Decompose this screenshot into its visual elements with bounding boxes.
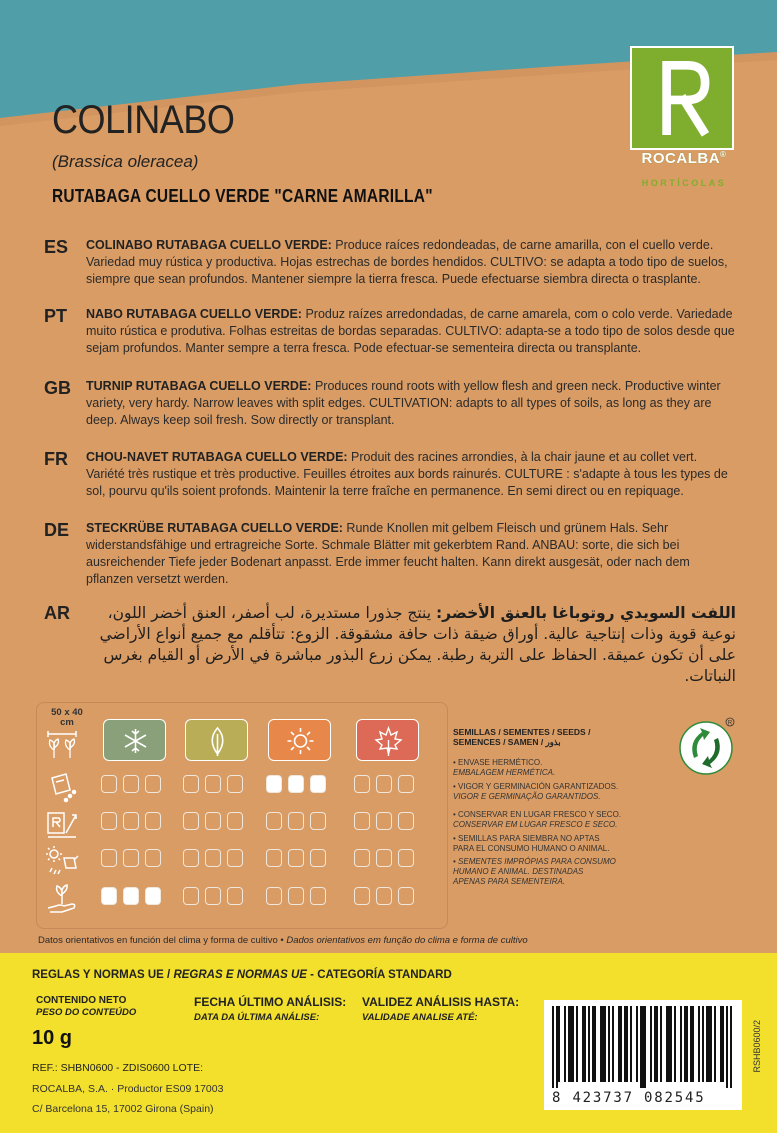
- seeds-item-5: [453, 857, 658, 887]
- season-autumn: [356, 719, 419, 761]
- description-es: [86, 237, 736, 288]
- barcode-bar: [698, 1006, 700, 1082]
- barcode-bar: [640, 1006, 642, 1088]
- spacing-value: 50 x 40: [51, 707, 83, 718]
- reference-lot: REF.: SHBN0600 - ZDIS0600 LOTE:: [32, 1062, 203, 1074]
- calendar-cell-harvest-month-11: [376, 887, 392, 905]
- barcode-bar: [602, 1006, 604, 1082]
- orientation-note-pt: Dados orientativos em função do clima e forma de cultivo: [286, 935, 528, 946]
- calendar-cell-harvest-month-2: [123, 887, 139, 905]
- calendar-cell-seedbed-month-4: [183, 812, 199, 830]
- barcode-bar: [630, 1006, 632, 1082]
- description-pt-body: Produz raízes arredondadas, de carne amarela, com o colo verde. Variedade muito rústica e produtiva. Folhas estreitas de bordas separadas. CULTIVO: adapta-se a todo tipo de solos desde que sejam profundos. Manter sempre a terra fresca. Pode efectuar-se sementeira directa ou transplante.: [86, 307, 735, 355]
- barcode-bar: [576, 1006, 578, 1082]
- barcode-bar: [730, 1006, 732, 1088]
- calendar-cell-transplant-month-5: [205, 849, 221, 867]
- barcode-bar: [594, 1006, 596, 1082]
- barcode-bar: [558, 1006, 560, 1082]
- description-fr-body: Produit des racines arrondies, à la chair jaune et au collet vert. Variété très rustique et très productive. Feuilles étroites aux bords rainurés. CULTURE : s'adapte à tous les types de sol, pourvu qu'ils soient profonds. Maintenir la terre fraîche en permanence. En semi direct ou en repiquage.: [86, 450, 728, 498]
- lang-code-de: DE: [44, 520, 70, 540]
- barcode-bar: [680, 1006, 682, 1082]
- harvest-hand-icon: [44, 882, 80, 916]
- barcode-bar: [654, 1006, 656, 1082]
- barcode-bar: [714, 1006, 716, 1082]
- calendar-cell-sowing-month-7: [266, 775, 282, 793]
- calendar-cell-seedbed-month-2: [123, 812, 139, 830]
- calendar-cell-seedbed-month-10: [354, 812, 370, 830]
- seeds-item-5-pt: HUMANO E ANIMAL. DESTINADAS: [453, 867, 584, 876]
- calendar-cell-transplant-month-12: [398, 849, 414, 867]
- maple-leaf-icon: [357, 720, 420, 762]
- calendar-cell-harvest-month-7: [266, 887, 282, 905]
- description-ar: [86, 603, 736, 687]
- season-winter: [103, 719, 166, 761]
- barcode-bar: [642, 1006, 644, 1088]
- calendar-cell-harvest-month-9: [310, 887, 326, 905]
- sun-icon: [269, 720, 332, 762]
- calendar-cell-harvest-month-5: [205, 887, 221, 905]
- barcode-bar: [710, 1006, 712, 1082]
- calendar-cell-seedbed-month-6: [227, 812, 243, 830]
- spacing-unit: cm: [60, 717, 74, 728]
- calendar-cell-transplant-month-2: [123, 849, 139, 867]
- barcode-bar: [568, 1006, 570, 1082]
- r-letter-icon: [632, 48, 732, 148]
- seeds-item-3-es: • CONSERVAR EN LUGAR FRESCO Y SECO.: [453, 810, 622, 819]
- calendar-cell-sowing-month-6: [227, 775, 243, 793]
- barcode-bar: [722, 1006, 724, 1082]
- barcode-bar: [582, 1006, 584, 1082]
- season-spring: [185, 719, 248, 761]
- net-content-label: CONTENIDO NETO: [36, 995, 127, 1006]
- description-es-heading: COLINABO RUTABAGA CUELLO VERDE:: [86, 238, 332, 252]
- plants-spacing-icon: [44, 728, 80, 762]
- eu-category: - CATEGORÍA STANDARD: [306, 969, 452, 981]
- calendar-cell-transplant-month-7: [266, 849, 282, 867]
- barcode-bar: [702, 1006, 704, 1082]
- calendar-cell-sowing-month-9: [310, 775, 326, 793]
- calendar-cell-sowing-month-8: [288, 775, 304, 793]
- seeds-item-1-pt: EMBALAGEM HERMÉTICA.: [453, 768, 556, 777]
- snowflake-icon: [104, 720, 167, 762]
- lang-code-pt: PT: [44, 306, 68, 326]
- calendar-cell-seedbed-month-7: [266, 812, 282, 830]
- seeds-item-3: [453, 810, 658, 830]
- last-analysis-label: FECHA ÚLTIMO ANÁLISIS:: [194, 995, 347, 1009]
- calendar-cell-seedbed-month-5: [205, 812, 221, 830]
- seeds-item-2-pt: VIGOR E GERMINAÇÃO GARANTIDOS.: [453, 792, 601, 801]
- calendar-cell-seedbed-month-12: [398, 812, 414, 830]
- net-weight: 10 g: [32, 1027, 73, 1049]
- seeds-header-line1: SEMILLAS / SEMENTES / SEEDS /: [453, 727, 591, 737]
- calendar-cell-sowing-month-11: [376, 775, 392, 793]
- calendar-cell-sowing-month-12: [398, 775, 414, 793]
- company-address: C/ Barcelona 15, 17002 Girona (Spain): [32, 1103, 214, 1115]
- seeds-header: [453, 727, 658, 747]
- seeds-item-2-es: • VIGOR Y GERMINACIÓN GARANTIZADOS.: [453, 782, 619, 791]
- calendar-cell-harvest-month-12: [398, 887, 414, 905]
- last-analysis-label-pt: DATA DA ÚLTIMA ANÁLISE:: [194, 1012, 320, 1023]
- calendar-cell-seedbed-month-11: [376, 812, 392, 830]
- calendar-cell-seedbed-month-3: [145, 812, 161, 830]
- barcode-bar: [670, 1006, 672, 1082]
- barcode-bar: [686, 1006, 688, 1082]
- seeds-item-3-pt: CONSERVAR EM LUGAR FRESCO E SECO.: [453, 820, 618, 829]
- barcode-bar: [570, 1006, 572, 1082]
- leaf-icon: [186, 720, 249, 762]
- side-code: RSHB0600/2: [752, 1020, 762, 1073]
- validity-label-pt: VALIDADE ANALISE ATÉ:: [362, 1012, 478, 1023]
- calendar-cell-sowing-month-2: [123, 775, 139, 793]
- barcode-bar: [592, 1006, 594, 1082]
- calendar-cell-transplant-month-9: [310, 849, 326, 867]
- barcode-bar: [684, 1006, 686, 1082]
- barcode-bar: [624, 1006, 626, 1082]
- barcode-bar: [552, 1006, 554, 1088]
- barcode-bar: [692, 1006, 694, 1082]
- calendar-cell-transplant-month-10: [354, 849, 370, 867]
- barcode-bar: [572, 1006, 574, 1082]
- description-gb-body: Produces round roots with yellow flesh and green neck. Productive winter variety, very hardy. Narrow leaves with split edges. CULTIVATION: adapts to all types of soils, as long as they are deep. Always keep soil fresh. Sow directly or transplant.: [86, 379, 721, 427]
- description-pt-heading: NABO RUTABAGA CUELLO VERDE:: [86, 307, 302, 321]
- description-de-heading: STECKRÜBE RUTABAGA CUELLO VERDE:: [86, 521, 343, 535]
- calendar-cell-sowing-month-1: [101, 775, 117, 793]
- watering-sun-icon: [44, 844, 80, 878]
- seeds-item-1-es: • ENVASE HERMÉTICO.: [453, 758, 543, 767]
- lang-code-es: ES: [44, 237, 69, 257]
- calendar-cell-sowing-month-3: [145, 775, 161, 793]
- barcode-bar: [608, 1006, 610, 1082]
- calendar-cell-sowing-month-5: [205, 775, 221, 793]
- seeds-item-5-pt2: APENAS PARA SEMENTEIRA.: [453, 877, 566, 886]
- barcode-bars: [544, 1000, 742, 1088]
- calendar-cell-harvest-month-3: [145, 887, 161, 905]
- orientation-note-es: Datos orientativos en función del clima y forma de cultivo •: [38, 935, 287, 946]
- description-es-body: Produce raíces redondeadas, de carne amarilla, con el cuello verde. Variedad muy rústica y productiva. Hojas estrechas de bordes hendidos. CULTIVO: se adapta a todo tipo de suelos, siempre que sean profundos. Mantener siempre la tierra fresca. Puede efectuarse siembra directa o trasplante.: [86, 238, 728, 286]
- calendar-cell-transplant-month-6: [227, 849, 243, 867]
- barcode-bar: [656, 1006, 658, 1082]
- calendar-cell-transplant-month-11: [376, 849, 392, 867]
- barcode-bar: [620, 1006, 622, 1082]
- description-gb-heading: TURNIP RUTABAGA CUELLO VERDE:: [86, 379, 312, 393]
- seed-bag-icon: [44, 770, 80, 804]
- calendar-cell-transplant-month-8: [288, 849, 304, 867]
- description-de-body: Runde Knollen mit gelbem Fleisch und grünem Hals. Sehr widerstandsfähige und ertragreiche Sorte. Schmale Blätter mit gekerbtem Rand. ANBAU: sorte, die sich bei ausreichender Tiefe jeder Bodenart anpasst. Erde immer feucht halten. Kann direkt ausgesät, oder nach dem pflanzen versetzt werden.: [86, 521, 690, 586]
- description-ar-body: ينتج جذورا مستديرة، لب أصفر، العنق أخضر اللون، نوعية قوية وذات إنتاجية عالية. أوراق ضيقة ذات حافة مشقوقة. الزوع: تتأقلم مع جميع أنواع الأراضي على أن تكون عميقة. الحفاظ على التربة رطبة. يمكن زرع البذور مباشرة في الأرض أو القيام بغرس النباتات.: [99, 604, 736, 685]
- barcode-bar: [564, 1006, 566, 1082]
- brand-tagline: HORTÍCOLAS: [641, 178, 727, 188]
- barcode-bar: [584, 1006, 586, 1082]
- calendar-cell-transplant-month-4: [183, 849, 199, 867]
- seeds-item-4-es: • SEMILLAS PARA SIEMBRA NO APTAS: [453, 834, 600, 843]
- calendar-cell-seedbed-month-1: [101, 812, 117, 830]
- barcode-bar: [626, 1006, 628, 1082]
- barcode-bar: [612, 1006, 614, 1082]
- plant-spacing: [48, 708, 86, 728]
- seeds-item-5-es: • SEMENTES IMPRÓPIAS PARA CONSUMO: [453, 857, 616, 866]
- calendar-cell-harvest-month-8: [288, 887, 304, 905]
- description-ar-heading: اللفت السويدي روتوباغا بالعنق الأخضر:: [435, 604, 736, 622]
- calendar-cell-sowing-month-4: [183, 775, 199, 793]
- lang-code-fr: FR: [44, 449, 68, 469]
- seeds-item-4-pt: PARA EL CONSUMO HUMANO O ANIMAL.: [453, 844, 610, 853]
- latin-name: (Brassica oleracea): [52, 152, 199, 171]
- calendar-cell-seedbed-month-9: [310, 812, 326, 830]
- rocalba-logo: [628, 44, 740, 194]
- svg-text:R: R: [727, 720, 733, 727]
- description-fr: [86, 449, 736, 500]
- barcode-bar: [706, 1006, 708, 1082]
- barcode-bar: [618, 1006, 620, 1082]
- seeds-header-ar: بذور: [545, 737, 561, 747]
- seeds-item-1: [453, 758, 658, 778]
- barcode-bar: [556, 1006, 558, 1088]
- brand-name: ROCALBA: [641, 150, 721, 167]
- calendar-cell-transplant-month-1: [101, 849, 117, 867]
- description-fr-heading: CHOU-NAVET RUTABAGA CUELLO VERDE:: [86, 450, 348, 464]
- lang-code-gb: GB: [44, 378, 71, 398]
- calendar-cell-seedbed-month-8: [288, 812, 304, 830]
- barcode-bar: [674, 1006, 676, 1082]
- calendar-cell-harvest-month-4: [183, 887, 199, 905]
- barcode-bar: [708, 1006, 710, 1082]
- barcode-bar: [604, 1006, 606, 1082]
- logo-box: [630, 46, 734, 150]
- calendar-cell-harvest-month-10: [354, 887, 370, 905]
- eu-rules: [32, 969, 452, 981]
- barcode-bar: [644, 1006, 646, 1088]
- description-gb: [86, 378, 736, 429]
- season-summer: [268, 719, 331, 761]
- seedbed-icon: [44, 807, 80, 841]
- net-content-label-pt: PESO DO CONTEÚDO: [36, 1007, 137, 1018]
- seeds-item-4: [453, 834, 658, 854]
- calendar-cell-transplant-month-3: [145, 849, 161, 867]
- variety-name: RUTABAGA CUELLO VERDE "CARNE AMARILLA": [52, 186, 433, 206]
- seeds-header-line2: SEMENCES / SAMEN /: [453, 737, 544, 747]
- green-dot-icon: [678, 716, 736, 776]
- barcode-bar: [600, 1006, 602, 1082]
- calendar-cell-sowing-month-10: [354, 775, 370, 793]
- lang-code-ar: AR: [44, 603, 70, 623]
- barcode-bar: [726, 1006, 728, 1088]
- validity-label: VALIDEZ ANÁLISIS HASTA:: [362, 995, 520, 1009]
- orientation-note: [38, 935, 528, 946]
- description-pt: [86, 306, 736, 357]
- barcode-bar: [720, 1006, 722, 1082]
- barcode-bar: [636, 1006, 638, 1082]
- description-de: [86, 520, 736, 588]
- barcode-bar: [660, 1006, 662, 1082]
- seeds-item-2: [453, 782, 658, 802]
- barcode-bar: [668, 1006, 670, 1082]
- barcode-bar: [690, 1006, 692, 1082]
- barcode-bar: [666, 1006, 668, 1082]
- calendar-cell-harvest-month-1: [101, 887, 117, 905]
- barcode-bar: [650, 1006, 652, 1082]
- calendar-cell-harvest-month-6: [227, 887, 243, 905]
- barcode-number: 8 423737 082545: [552, 1090, 706, 1106]
- eu-rules-es: REGLAS Y NORMAS UE /: [32, 969, 174, 981]
- product-title: COLINABO: [52, 98, 235, 142]
- eu-rules-pt: REGRAS E NORMAS UE: [173, 969, 307, 981]
- barcode-bar: [588, 1006, 590, 1082]
- company-info: ROCALBA, S.A. · Productor ES09 17003: [32, 1083, 224, 1095]
- registered-mark: ®: [720, 150, 727, 159]
